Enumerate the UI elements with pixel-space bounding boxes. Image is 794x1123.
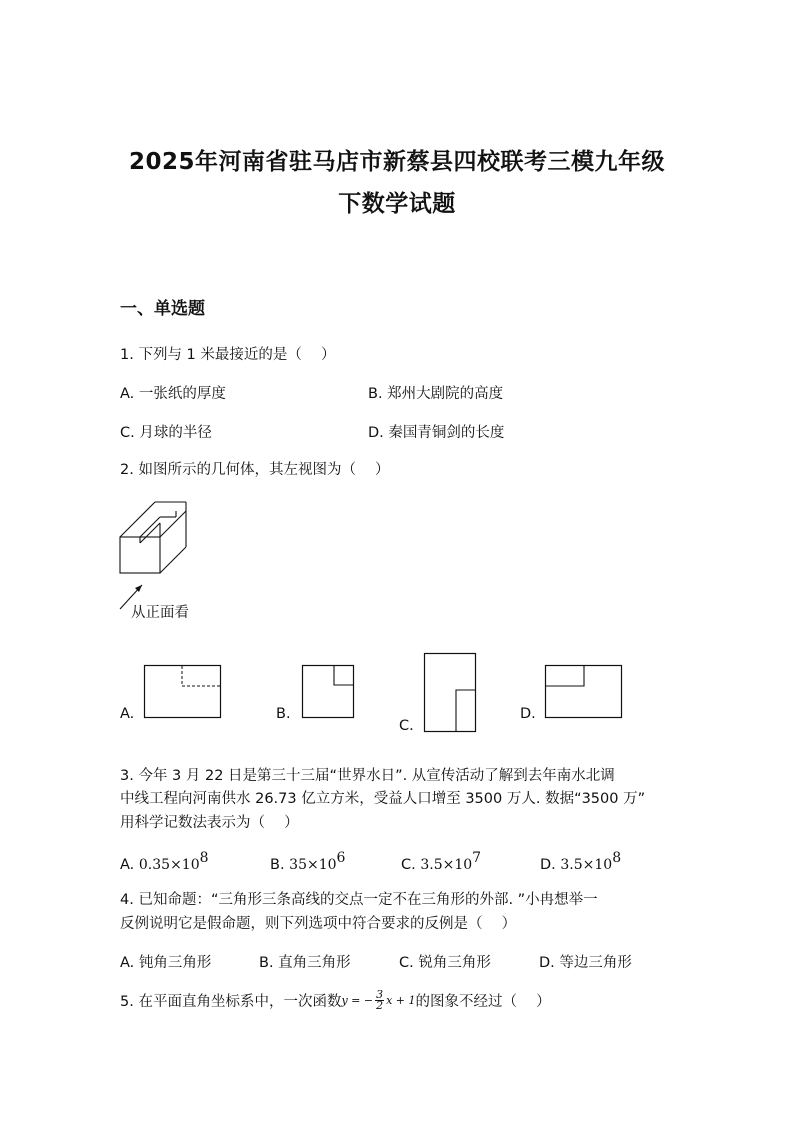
q3-option-c-label: C. bbox=[401, 857, 416, 873]
q3-option-c-exp: 7 bbox=[472, 850, 482, 866]
q4-option-b: B. 直角三角形 bbox=[259, 955, 351, 971]
q3-option-c-base: 3.5×10 bbox=[420, 857, 473, 873]
q4-line2: 反例说明它是假命题，则下列选项中符合要求的反例是（ ） bbox=[120, 916, 517, 932]
q5-stem bbox=[120, 990, 551, 1011]
section-heading: 一、单选题 bbox=[120, 299, 205, 319]
q5-stem-post: 的图象不经过（ ） bbox=[415, 994, 551, 1010]
q2-option-c-figure bbox=[423, 652, 478, 734]
q2-option-d-label: D. bbox=[520, 706, 536, 722]
q3-line3: 用科学记数法表示为（ ） bbox=[120, 815, 299, 831]
q3-option-b bbox=[270, 850, 345, 873]
q3-option-a bbox=[120, 850, 209, 873]
q3-option-a-exp: 8 bbox=[199, 850, 209, 866]
page-title-line1: 2025年河南省驻马店市新蔡县四校联考三模九年级 bbox=[128, 149, 665, 175]
q1-option-b: B. 郑州大剧院的高度 bbox=[368, 386, 504, 402]
q5-equation-left: y = − bbox=[341, 994, 374, 1007]
q4-line1: 4. 已知命题：“三角形三条高线的交点一定不在三角形的外部. ”小冉想举一 bbox=[120, 892, 598, 908]
q3-option-a-label: A. bbox=[120, 857, 135, 873]
q2-option-b-figure bbox=[301, 664, 356, 720]
q3-option-b-base: 35×10 bbox=[289, 857, 337, 873]
q4-option-a: A. 钝角三角形 bbox=[120, 955, 212, 971]
q3-option-d bbox=[540, 850, 621, 873]
q1-option-c: C. 月球的半径 bbox=[120, 425, 212, 441]
q2-option-b-label: B. bbox=[276, 706, 291, 722]
q3-option-b-label: B. bbox=[270, 857, 285, 873]
q1-option-d: D. 秦国青铜剑的长度 bbox=[368, 425, 505, 441]
q3-line1: 3. 今年 3 月 22 日是第三十三届“世界水日”. 从宣传活动了解到去年南水北调 bbox=[120, 768, 615, 784]
q5-fraction-denominator: 2 bbox=[376, 999, 384, 1012]
q3-option-d-label: D. bbox=[540, 857, 556, 873]
q3-option-b-exp: 6 bbox=[336, 850, 346, 866]
q2-option-a-label: A. bbox=[120, 706, 135, 722]
geometry-solid-figure bbox=[112, 495, 202, 615]
q4-option-d: D. 等边三角形 bbox=[539, 955, 632, 971]
q2-option-d-figure bbox=[544, 664, 624, 720]
page-title-line2: 下数学试题 bbox=[338, 191, 456, 217]
q1-option-a: A. 一张纸的厚度 bbox=[120, 386, 226, 402]
q3-option-d-base: 3.5×10 bbox=[560, 857, 613, 873]
q4-option-c: C. 锐角三角形 bbox=[399, 955, 491, 971]
q2-stem: 2. 如图所示的几何体，其左视图为（ ） bbox=[120, 462, 390, 478]
q3-option-a-base: 0.35×10 bbox=[138, 857, 200, 873]
q3-line2: 中线工程向河南供水 26.73 亿立方米，受益人口增至 3500 万人. 数据“3500 万” bbox=[120, 791, 646, 807]
q3-option-d-exp: 8 bbox=[612, 850, 622, 866]
q5-stem-pre: 5. 在平面直角坐标系中，一次函数 bbox=[120, 994, 342, 1010]
q2-option-c-label: C. bbox=[399, 718, 414, 734]
q2-option-a-figure bbox=[143, 664, 223, 720]
q3-option-c bbox=[401, 850, 481, 873]
q1-stem: 1. 下列与 1 米最接近的是（ ） bbox=[120, 347, 336, 363]
q2-view-direction-label: 从正面看 bbox=[131, 605, 189, 621]
q5-fraction bbox=[375, 990, 384, 1011]
q5-equation-right: x + 1 bbox=[386, 994, 416, 1007]
q5-fraction-numerator: 3 bbox=[376, 988, 384, 1001]
